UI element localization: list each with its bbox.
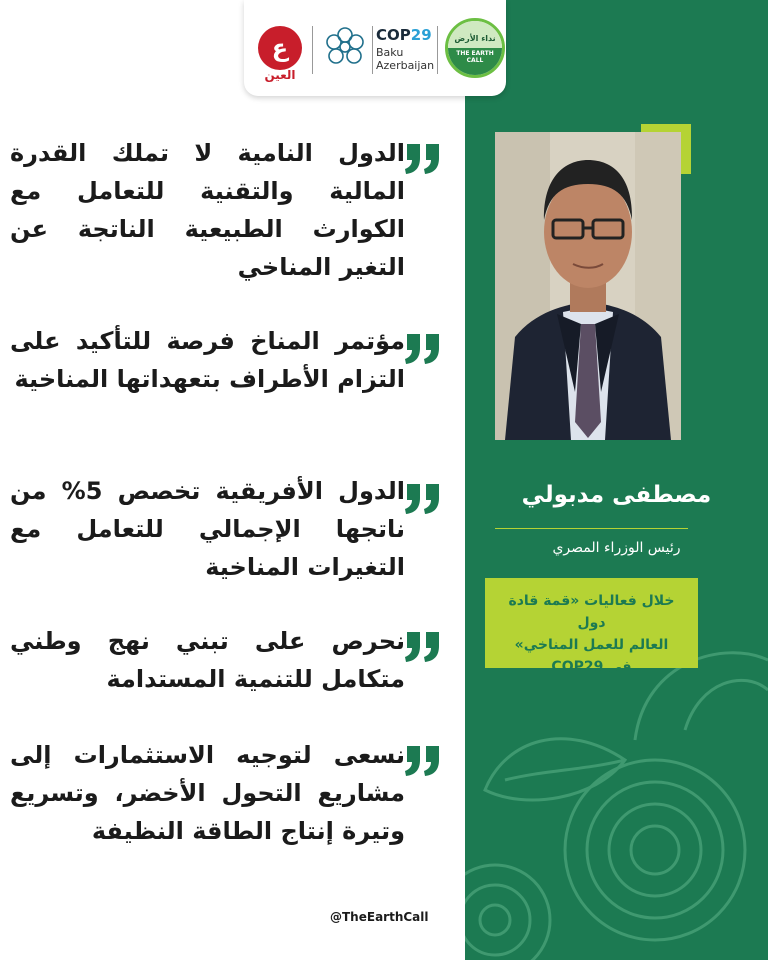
quote-text: مؤتمر المناخ فرصة للتأكيد على التزام الأطراف بتعهداتها المناخية [10,327,405,393]
quote-mark-icon [402,144,444,174]
alain-logo: ع [258,26,302,70]
quote-text: الدول النامية لا تملك القدرة المالية والتقنية للتعامل مع الكوارث الطبيعية الناتجة عن التغير المناخي [10,139,405,281]
cop29-flower-icon [322,24,368,70]
logo-separator [437,26,438,74]
quote-text: نحرص على تبني نهج وطني متكامل للتنمية المستدامة [10,627,405,693]
cop29-title: COP29 [376,26,432,44]
alain-logo-text: العين [264,68,296,82]
quote-text: نسعى لتوجيه الاستثمارات إلى مشاريع التحول الأخضر، وتسريع وتيرة إنتاج الطاقة النظيفة [10,741,405,845]
quote-text: الدول الأفريقية تخصص 5% من ناتجها الإجمالي للتعامل مع التغيرات المناخية [10,477,405,581]
quote-mark-icon [402,484,444,514]
social-handle: @TheEarthCall [330,910,429,924]
earth-call-logo: نداء الأرض THE EARTH CALL [445,18,505,78]
person-photo [495,132,681,440]
name-divider [495,528,688,529]
event-text: خلال فعاليات «قمة قادة دول العالم للعمل المناخي» في COP29 [508,593,675,675]
logo-separator [372,26,373,74]
portrait-illustration [495,132,681,440]
quote-mark-icon [402,632,444,662]
quote-mark-icon [402,334,444,364]
quote-mark-icon [402,746,444,776]
event-box [485,578,698,675]
cop29-location: Baku Azerbaijan [376,46,435,72]
person-title: رئيس الوزراء المصري [552,540,681,556]
person-name: مصطفى مدبولي [521,482,712,508]
logo-bar [244,0,506,96]
logo-separator [312,26,313,74]
